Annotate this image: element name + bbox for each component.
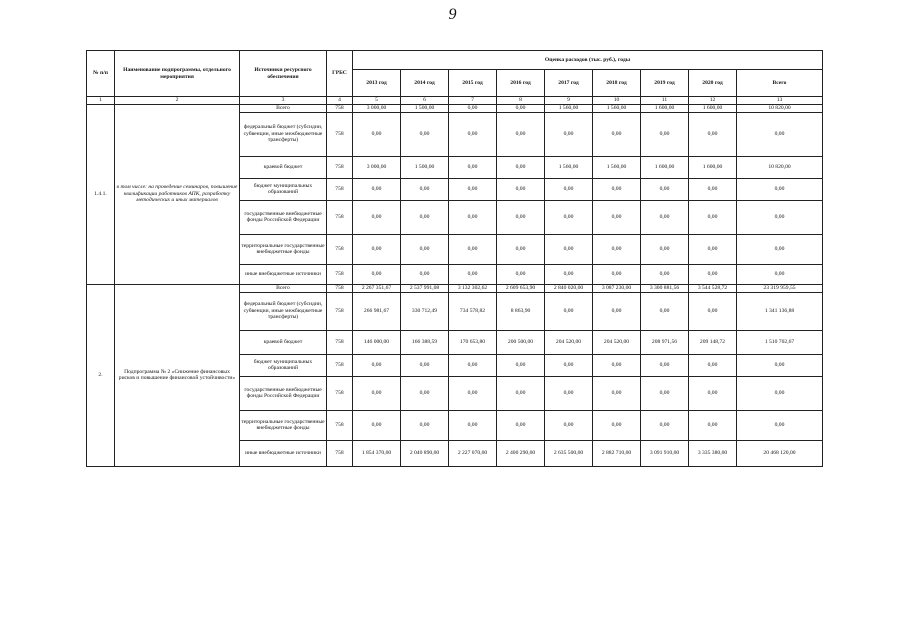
value-cell: 0,00 <box>593 376 641 410</box>
value-cell: 0,00 <box>449 200 497 234</box>
value-cell: 0,00 <box>353 200 401 234</box>
value-cell: 0,00 <box>545 376 593 410</box>
value-cell: 0,00 <box>449 264 497 284</box>
value-cell: 0,00 <box>641 234 689 264</box>
value-cell: 2 882 710,00 <box>593 440 641 466</box>
value-cell: 2 227 070,00 <box>449 440 497 466</box>
value-cell: 0,00 <box>689 354 737 376</box>
value-cell: 0,00 <box>497 112 545 156</box>
column-index: 10 <box>593 97 641 105</box>
value-cell: 3 544 528,72 <box>689 284 737 292</box>
header-year: 2020 год <box>689 70 737 97</box>
grbs-cell: 758 <box>327 156 353 178</box>
value-cell: 0,00 <box>737 410 823 440</box>
page-number: 9 <box>448 6 457 23</box>
value-cell: 0,00 <box>401 112 449 156</box>
source-cell: Всего <box>240 284 327 292</box>
source-cell: иные внебюджетные источники <box>240 264 327 284</box>
value-cell: 0,00 <box>593 292 641 330</box>
measure-name: в том числе: на проведение семинаров, повышение квалификации работников АПК, разработку методических и иных материалов <box>115 104 240 284</box>
header-year: 2013 год <box>353 70 401 97</box>
value-cell: 0,00 <box>737 178 823 200</box>
value-cell: 0,00 <box>401 354 449 376</box>
value-cell: 0,00 <box>449 112 497 156</box>
grbs-cell: 758 <box>327 410 353 440</box>
value-cell: 0,00 <box>641 178 689 200</box>
value-cell: 0,00 <box>353 112 401 156</box>
value-cell: 209 148,72 <box>689 330 737 354</box>
value-cell: 1 854 370,00 <box>353 440 401 466</box>
value-cell: 0,00 <box>689 376 737 410</box>
value-cell: 0,00 <box>689 200 737 234</box>
source-cell: федеральный бюджет (субсидии, субвенции, иные межбюджетные трансферты) <box>240 292 327 330</box>
table-row <box>87 104 823 112</box>
value-cell: 0,00 <box>497 264 545 284</box>
header-grbs: ГРБС <box>327 51 353 97</box>
value-cell: 3 000,00 <box>353 104 401 112</box>
source-cell: краевой бюджет <box>240 330 327 354</box>
value-cell: 0,00 <box>449 104 497 112</box>
value-cell: 0,00 <box>737 234 823 264</box>
value-cell: 146 000,00 <box>353 330 401 354</box>
value-cell: 166 388,59 <box>401 330 449 354</box>
grbs-cell: 758 <box>327 284 353 292</box>
value-cell: 0,00 <box>401 234 449 264</box>
value-cell: 0,00 <box>545 112 593 156</box>
value-cell: 0,00 <box>353 410 401 440</box>
column-index: 11 <box>641 97 689 105</box>
value-cell: 2 267 351,67 <box>353 284 401 292</box>
column-index: 5 <box>353 97 401 105</box>
value-cell: 0,00 <box>545 410 593 440</box>
grbs-cell: 758 <box>327 178 353 200</box>
value-cell: 2 537 991,08 <box>401 284 449 292</box>
value-cell: 0,00 <box>593 264 641 284</box>
value-cell: 0,00 <box>689 410 737 440</box>
subprogram-name: Подпрограмма № 2 «Снижение финансовых рисков и повышение финансовой устойчивости» <box>115 284 240 466</box>
value-cell: 0,00 <box>641 376 689 410</box>
value-cell: 0,00 <box>353 234 401 264</box>
value-cell: 1 500,00 <box>401 156 449 178</box>
value-cell: 1 560,00 <box>545 104 593 112</box>
value-cell: 3 091 910,00 <box>641 440 689 466</box>
header-year: 2016 год <box>497 70 545 97</box>
column-index: 1 <box>87 97 115 105</box>
header-estimate: Оценка расходов (тыс. руб.), годы <box>353 51 823 70</box>
value-cell: 0,00 <box>545 178 593 200</box>
column-index: 3 <box>240 97 327 105</box>
header-num: № п/п <box>87 51 115 97</box>
value-cell: 0,00 <box>641 354 689 376</box>
source-cell: федеральный бюджет (субсидии, субвенции, иные межбюджетные трансферты) <box>240 112 327 156</box>
value-cell: 0,00 <box>497 200 545 234</box>
value-cell: 1 600,00 <box>641 156 689 178</box>
value-cell: 0,00 <box>353 354 401 376</box>
value-cell: 1 500,00 <box>401 104 449 112</box>
grbs-cell: 758 <box>327 104 353 112</box>
value-cell: 2 840 020,00 <box>545 284 593 292</box>
grbs-cell: 758 <box>327 112 353 156</box>
header-year: 2015 год <box>449 70 497 97</box>
value-cell: 0,00 <box>449 156 497 178</box>
value-cell: 0,00 <box>545 264 593 284</box>
value-cell: 330 712,49 <box>401 292 449 330</box>
row-number: 1.4.1. <box>87 104 115 284</box>
value-cell: 0,00 <box>641 410 689 440</box>
value-cell: 0,00 <box>497 410 545 440</box>
value-cell: 10 820,00 <box>737 156 823 178</box>
value-cell: 0,00 <box>593 354 641 376</box>
value-cell: 23 319 959,55 <box>737 284 823 292</box>
source-cell: территориальные государственные внебюджетные фонды <box>240 410 327 440</box>
value-cell: 3 132 302,62 <box>449 284 497 292</box>
value-cell: 0,00 <box>497 376 545 410</box>
value-cell: 1 560,00 <box>593 104 641 112</box>
column-index: 4 <box>327 97 353 105</box>
value-cell: 0,00 <box>641 264 689 284</box>
value-cell: 0,00 <box>497 104 545 112</box>
grbs-cell: 758 <box>327 200 353 234</box>
value-cell: 0,00 <box>401 264 449 284</box>
value-cell: 204 520,00 <box>593 330 641 354</box>
value-cell: 1 600,00 <box>641 104 689 112</box>
value-cell: 3 087 230,00 <box>593 284 641 292</box>
value-cell: 208 971,56 <box>641 330 689 354</box>
value-cell: 10 820,00 <box>737 104 823 112</box>
value-cell: 0,00 <box>545 292 593 330</box>
value-cell: 0,00 <box>545 200 593 234</box>
source-cell: краевой бюджет <box>240 156 327 178</box>
grbs-cell: 758 <box>327 234 353 264</box>
header-name: Наименование подпрограммы, отдельного мероприятия <box>115 51 240 97</box>
grbs-cell: 758 <box>327 354 353 376</box>
grbs-cell: 758 <box>327 292 353 330</box>
source-cell: иные внебюджетные источники <box>240 440 327 466</box>
value-cell: 1 600,00 <box>689 104 737 112</box>
value-cell: 3 000,00 <box>353 156 401 178</box>
source-cell: государственные внебюджетные фонды Российской Федерации <box>240 200 327 234</box>
value-cell: 0,00 <box>449 410 497 440</box>
source-cell: бюджет муниципальных образований <box>240 178 327 200</box>
value-cell: 1 600,00 <box>689 156 737 178</box>
value-cell: 3 300 881,56 <box>641 284 689 292</box>
value-cell: 0,00 <box>497 354 545 376</box>
value-cell: 0,00 <box>401 178 449 200</box>
header-year: 2014 год <box>401 70 449 97</box>
column-index: 7 <box>449 97 497 105</box>
source-cell: бюджет муниципальных образований <box>240 354 327 376</box>
grbs-cell: 758 <box>327 440 353 466</box>
value-cell: 8 863,90 <box>497 292 545 330</box>
column-index-row <box>87 97 823 105</box>
value-cell: 0,00 <box>353 178 401 200</box>
value-cell: 204 520,00 <box>545 330 593 354</box>
value-cell: 20 468 120,00 <box>737 440 823 466</box>
column-index: 12 <box>689 97 737 105</box>
value-cell: 0,00 <box>401 410 449 440</box>
header-sources: Источники ресурсного обеспечения <box>240 51 327 97</box>
value-cell: 3 335 380,00 <box>689 440 737 466</box>
value-cell: 0,00 <box>401 376 449 410</box>
header-year: 2019 год <box>641 70 689 97</box>
value-cell: 0,00 <box>497 234 545 264</box>
grbs-cell: 758 <box>327 330 353 354</box>
value-cell: 0,00 <box>641 200 689 234</box>
value-cell: 0,00 <box>737 200 823 234</box>
value-cell: 0,00 <box>401 200 449 234</box>
row-number: 2. <box>87 284 115 466</box>
value-cell: 2 609 653,90 <box>497 284 545 292</box>
grbs-cell: 758 <box>327 376 353 410</box>
value-cell: 0,00 <box>737 376 823 410</box>
value-cell: 1 341 136,88 <box>737 292 823 330</box>
value-cell: 266 981,67 <box>353 292 401 330</box>
source-cell: государственные внебюджетные фонды Российской Федерации <box>240 376 327 410</box>
value-cell: 0,00 <box>449 178 497 200</box>
value-cell: 0,00 <box>545 354 593 376</box>
header-year: 2018 год <box>593 70 641 97</box>
value-cell: 1 560,00 <box>545 156 593 178</box>
value-cell: 0,00 <box>593 234 641 264</box>
value-cell: 734 578,82 <box>449 292 497 330</box>
value-cell: 170 653,80 <box>449 330 497 354</box>
value-cell: 2 400 290,00 <box>497 440 545 466</box>
value-cell: 0,00 <box>689 234 737 264</box>
source-cell: Всего <box>240 104 327 112</box>
value-cell: 0,00 <box>593 178 641 200</box>
value-cell: 200 500,00 <box>497 330 545 354</box>
value-cell: 0,00 <box>497 178 545 200</box>
value-cell: 0,00 <box>353 264 401 284</box>
value-cell: 0,00 <box>449 376 497 410</box>
value-cell: 0,00 <box>737 264 823 284</box>
value-cell: 0,00 <box>689 292 737 330</box>
column-index: 6 <box>401 97 449 105</box>
column-index: 2 <box>115 97 240 105</box>
value-cell: 0,00 <box>593 200 641 234</box>
budget-table <box>86 50 823 467</box>
header-year: 2017 год <box>545 70 593 97</box>
value-cell: 0,00 <box>641 112 689 156</box>
grbs-cell: 758 <box>327 264 353 284</box>
column-index: 13 <box>737 97 823 105</box>
value-cell: 0,00 <box>593 112 641 156</box>
value-cell: 0,00 <box>353 376 401 410</box>
value-cell: 2 635 500,00 <box>545 440 593 466</box>
value-cell: 1 510 702,67 <box>737 330 823 354</box>
column-index: 9 <box>545 97 593 105</box>
value-cell: 2 040 890,00 <box>401 440 449 466</box>
table-row <box>87 284 823 292</box>
value-cell: 0,00 <box>689 112 737 156</box>
value-cell: 0,00 <box>737 354 823 376</box>
value-cell: 0,00 <box>737 112 823 156</box>
header-total: Всего <box>737 70 823 97</box>
value-cell: 0,00 <box>689 264 737 284</box>
value-cell: 0,00 <box>497 156 545 178</box>
value-cell: 0,00 <box>449 354 497 376</box>
value-cell: 0,00 <box>689 178 737 200</box>
source-cell: территориальные государственные внебюджетные фонды <box>240 234 327 264</box>
value-cell: 0,00 <box>545 234 593 264</box>
value-cell: 0,00 <box>641 292 689 330</box>
value-cell: 0,00 <box>449 234 497 264</box>
column-index: 8 <box>497 97 545 105</box>
value-cell: 1 560,00 <box>593 156 641 178</box>
value-cell: 0,00 <box>593 410 641 440</box>
